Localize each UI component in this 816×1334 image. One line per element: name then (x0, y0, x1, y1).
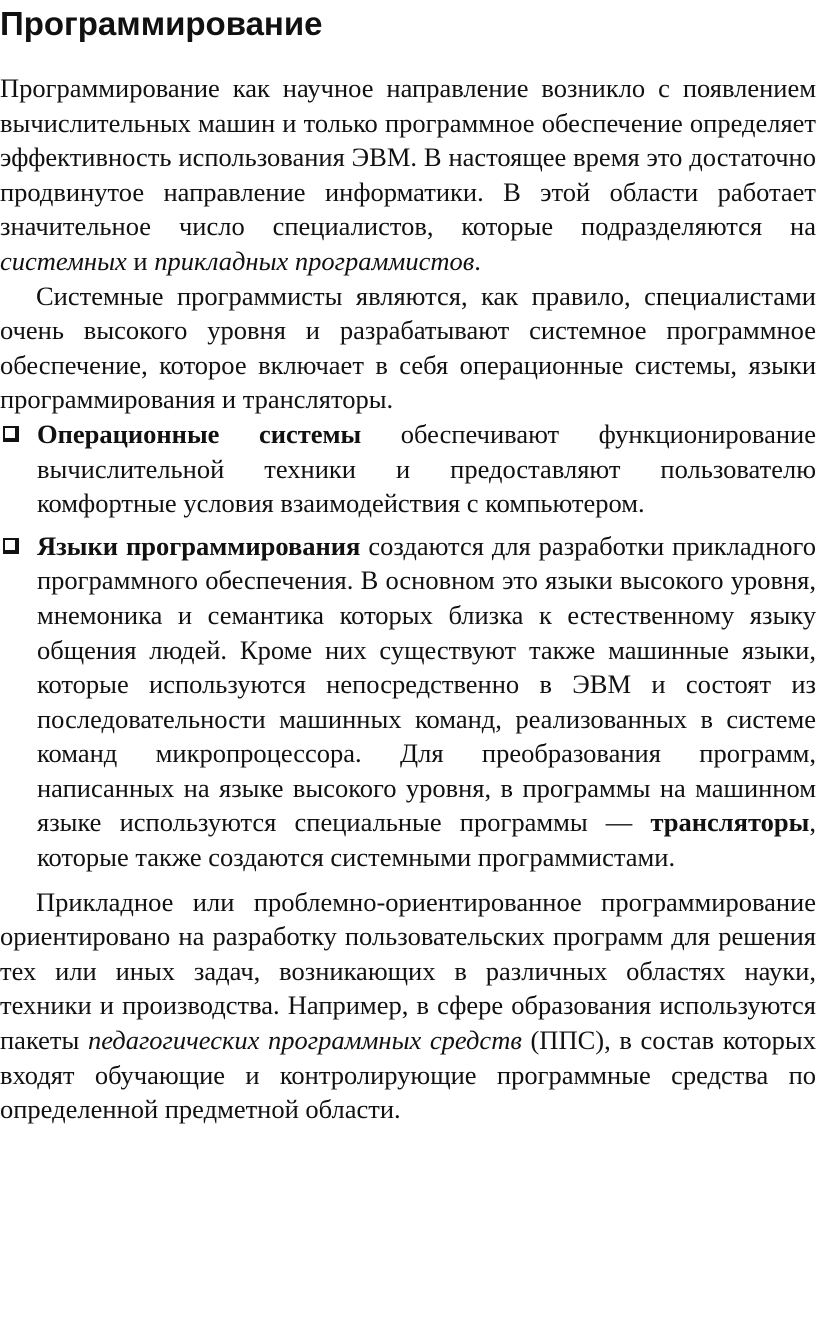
paragraph-intro-end: . (474, 245, 481, 276)
paragraph-intro (0, 71, 816, 279)
checkbox-bullet-icon (3, 426, 19, 442)
term-translators: трансляторы (650, 807, 810, 838)
checkbox-bullet-icon (3, 538, 19, 554)
paragraph-intro-conjunction: и (126, 245, 155, 276)
paragraph-system-programmers: Системные программисты являются, как правило, специалистами очень высокого уровня и разрабатывают системное программное обеспечение, которое включает в себя операционные системы, языки программирования и трансляторы. (0, 280, 816, 415)
paragraph-applied-programming (0, 885, 816, 1127)
term-programming-languages: Языки программирования (37, 530, 361, 561)
list-item-text: создаются для разработки прикладного программного обеспечения. В основном это языки высокого уровня, мнемоника и семантика которых близка к естественному языку общения людей. Кроме них существуют также машинные языки, которые используются непосредственно в ЭВМ и состоят из последовательности машинных команд, реализованных в системе команд микропроцессора. Для преобразования программ, написанных на языке высокого уровня, в программы на машинном языке используются специальные программы — (37, 530, 816, 838)
paragraph-applied-text: Прикладное или проблемно-ориентированное программирование ориентировано на разработку пользовательских программ для решения тех или иных задач, возникающих в различных областях науки, техники и производства. Например, в сфере образования используются пакеты (0, 886, 816, 1056)
list-item-text-end: , которые также создаются системными программистами. (37, 807, 816, 873)
paragraph-intro-text: Программирование как научное направление возникло с появлением вычислительных машин и только программное обеспечение определяет эффективность использования ЭВМ. В настоящее время это достаточно продвинутое направление информатики. В этой области работает значительное число специалистов, которые подразделяются на (0, 73, 816, 242)
term-applied-programmers: прикладных программистов (154, 245, 475, 276)
list-item (0, 529, 816, 875)
term-educational-software: педагогических программных средств (87, 1025, 522, 1056)
paragraph-applied-end: (ППС), в состав которых входят обучающие и контролирующие программные средства по определенной предметной области. (0, 1025, 816, 1125)
list-item-text: обеспечивают функционирование вычислительной техники и предоставляют пользователю комфортные условия взаимодействия с компьютером. (37, 418, 816, 519)
document-body (0, 71, 816, 1127)
term-operating-systems: Операционные системы (37, 418, 362, 449)
bullet-list (0, 417, 816, 875)
term-system-programmers: системных (0, 245, 127, 276)
page-title: Программирование (0, 5, 323, 42)
list-item (0, 417, 816, 521)
